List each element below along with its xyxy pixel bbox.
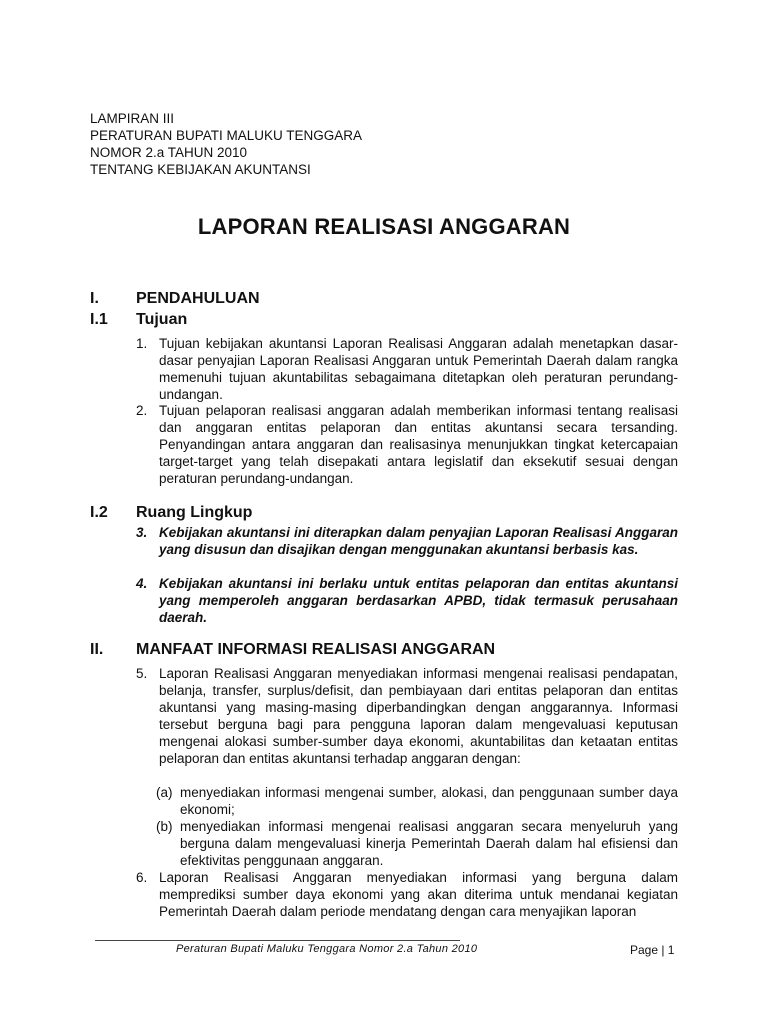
item-text: Laporan Realisasi Anggaran menyediakan informasi yang berguna dalam memprediksi sumber daya ekonomi yang akan diterima untuk mendanai kegiatan Pemerintah Daerah dalam periode mendatang dengan cara menyajikan laporan [159, 870, 678, 919]
sub-item-b [156, 818, 678, 869]
header-line-tentang: TENTANG KEBIJAKAN AKUNTANSI [90, 162, 311, 177]
item-text: Tujuan pelaporan realisasi anggaran adalah memberikan informasi tentang realisasi dan anggaran entitas pelaporan dan entitas akuntansi secara tersanding. Penyandingan antara anggaran dan realisasinya menunjukkan tingkat ketercapaian target-target yang telah disepakati antara legislatif dan eksekutif sesuai dengan peraturan perundang-undangan. [159, 403, 678, 486]
sub-item-text: menyediakan informasi mengenai realisasi anggaran secara menyeluruh yang berguna dalam mengevaluasi kinerja Pemerintah Daerah dalam hal efisiensi dan efektivitas penggunaan anggaran. [180, 819, 678, 868]
item-text: Tujuan kebijakan akuntansi Laporan Realisasi Anggaran adalah menetapkan dasar-dasar penyajian Laporan Realisasi Anggaran untuk Pemerintah Daerah dalam rangka memenuhi tujuan akuntabilitas sebagaimana ditetapkan oleh peraturan perundang-undangan. [159, 336, 678, 402]
sub-item-label: (b) [156, 819, 173, 834]
item-number: 6. [136, 870, 148, 885]
paragraph-item-2 [136, 402, 678, 487]
section-title: PENDAHULUAN [136, 290, 260, 307]
section-number: I.2 [90, 504, 108, 521]
item-text: Kebijakan akuntansi ini berlaku untuk entitas pelaporan dan entitas akuntansi yang memperoleh anggaran berdasarkan APBD, tidak termasuk perusahaan daerah. [159, 576, 678, 625]
section-number: I.1 [90, 311, 108, 328]
sub-item-label: (a) [156, 785, 173, 800]
header-line-nomor: NOMOR 2.a TAHUN 2010 [90, 145, 248, 160]
section-number: II. [90, 641, 104, 658]
paragraph-item-6 [136, 869, 678, 920]
paragraph-item-4 [136, 575, 678, 626]
paragraph-item-1 [136, 335, 678, 403]
item-text: Laporan Realisasi Anggaran menyediakan informasi mengenai realisasi pendapatan, belanja, transfer, surplus/defisit, dan pembiayaan dari entitas pelaporan dan entitas akuntansi yang masing-masing diperbandingkan dengan anggarannya. Informasi tersebut berguna bagi para pengguna laporan dalam mengevaluasi keputusan mengenai alokasi sumber-sumber daya ekonomi, akuntabilitas dan ketaatan entitas pelaporan dan entitas akuntansi terhadap anggaran dengan: [159, 666, 678, 766]
item-number: 5. [136, 666, 148, 681]
document-title: LAPORAN REALISASI ANGGARAN [197, 214, 571, 239]
header-line-lampiran: LAMPIRAN III [90, 111, 175, 126]
section-title: Tujuan [136, 311, 188, 328]
paragraph-item-3 [136, 524, 678, 558]
document-header [90, 110, 362, 178]
section-title: Ruang Lingkup [136, 504, 253, 521]
sub-item-text: menyediakan informasi mengenai sumber, alokasi, dan penggunaan sumber daya ekonomi; [180, 785, 678, 817]
item-number: 2. [136, 403, 148, 418]
page-number: Page | 1 [630, 943, 675, 957]
section-title: MANFAAT INFORMASI REALISASI ANGGARAN [136, 641, 496, 658]
section-number: I. [90, 290, 99, 307]
item-number: 3. [136, 525, 148, 540]
sub-item-a [156, 784, 678, 818]
item-text: Kebijakan akuntansi ini diterapkan dalam penyajian Laporan Realisasi Anggaran yang disusun dan disajikan dengan menggunakan akuntansi berbasis kas. [159, 525, 678, 557]
header-line-peraturan: PERATURAN BUPATI MALUKU TENGGARA [90, 128, 363, 143]
footer-divider [95, 940, 460, 941]
paragraph-item-5 [136, 665, 678, 767]
item-number: 4. [136, 576, 148, 591]
item-number: 1. [136, 336, 148, 351]
footer-regulation-text: Peraturan Bupati Maluku Tenggara Nomor 2.a Tahun 2010 [176, 943, 478, 955]
